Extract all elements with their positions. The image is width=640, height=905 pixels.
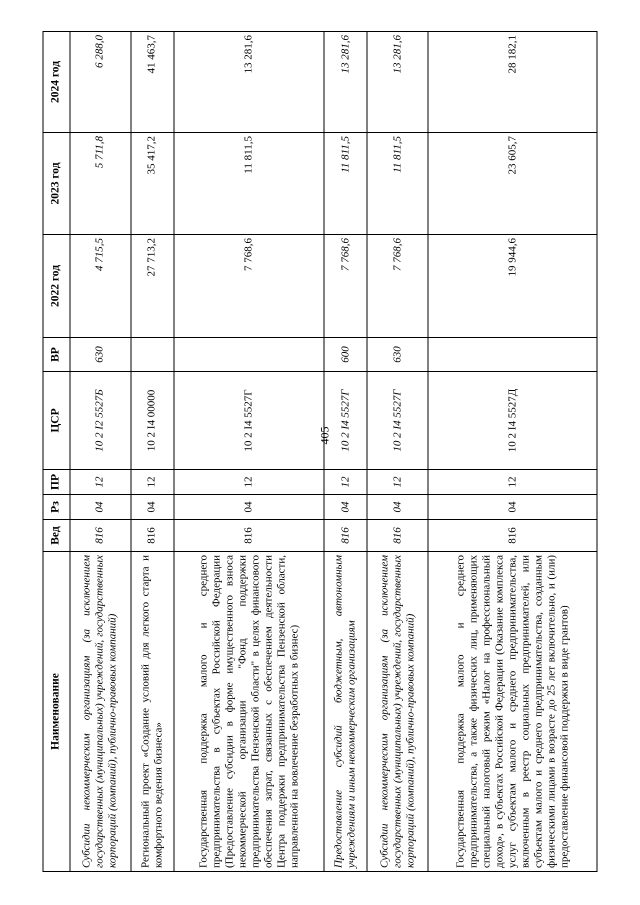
table-row (174, 32, 325, 872)
cell-pr: 12 (324, 470, 367, 495)
cell-vr (174, 338, 325, 372)
cell-y2022: 7 768,6 (324, 235, 367, 338)
table-header-row (43, 32, 70, 872)
cell-pr: 12 (70, 470, 131, 495)
cell-y2022: 27 713,2 (131, 235, 174, 338)
cell-rz: 04 (131, 495, 174, 520)
table-row (70, 32, 131, 872)
cell-ved: 816 (174, 520, 325, 552)
header-2024: 2024 год (43, 32, 70, 133)
cell-ved: 816 (428, 520, 597, 552)
header-vr: ВР (43, 338, 70, 372)
budget-table-container (43, 32, 598, 872)
cell-y2022: 7 768,6 (174, 235, 325, 338)
cell-csr: 10 2 I4 00000 (131, 372, 174, 470)
cell-y2023: 35 417,2 (131, 133, 174, 235)
cell-pr: 12 (367, 470, 428, 495)
header-rz: Рз (43, 495, 70, 520)
table-row (367, 32, 428, 872)
cell-ved: 816 (367, 520, 428, 552)
cell-name: Субсидии некоммерческим организациям (за исключением государственных (муниципальных) учреждений, государственных корпораций (компаний), публично-правовых компаний) (367, 552, 428, 872)
cell-y2023: 11 811,5 (367, 133, 428, 235)
cell-rz: 04 (324, 495, 367, 520)
cell-name: Субсидии некоммерческим организациям (за исключением государственных (муниципальных) учреждений, государственных корпораций (компаний), публично-правовых компаний) (70, 552, 131, 872)
cell-y2024: 13 281,6 (174, 32, 325, 133)
cell-ved: 816 (324, 520, 367, 552)
cell-vr (428, 338, 597, 372)
cell-y2024: 28 182,1 (428, 32, 597, 133)
cell-vr: 630 (367, 338, 428, 372)
cell-csr: 10 2 I4 5527Г (174, 372, 325, 470)
cell-vr (131, 338, 174, 372)
cell-y2023: 11 811,5 (324, 133, 367, 235)
cell-name: Предоставление субсидий бюджетным, автономным учреждениям и иным некоммерческим организациям (324, 552, 367, 872)
table-row (428, 32, 597, 872)
cell-name: Государственная поддержка малого и среднего предпринимательства, а также физических лиц, применяющих специальный налоговый режим «Налог на профессиональный доход», в субъектах Российской Федерации (Оказание комплекса услуг субъектам малого и среднего предпринимательства, включенным в реестр социальных предпринимателей, или субъектам малого и среднего предпринимательства, созданным физическими лицами в возрасте до 25 лет включительно, и (или) предоставление финансовой поддержки в виде грантов) (428, 552, 597, 872)
cell-name: Государственная поддержка малого и среднего предпринимательства в субъектах Российской Федерации (Предоставление субсидии в форме имущественного взноса некоммерческой организации "Фонд поддержки предпринимательства Пензенской области" в целях финансового обеспечения затрат, связанных с обеспечением деятельности Центра поддержки предпринимательства Пензенской области, направленной на вовлечение безработных в бизнес) (174, 552, 325, 872)
cell-y2022: 7 768,6 (367, 235, 428, 338)
table-row (324, 32, 367, 872)
cell-ved: 816 (70, 520, 131, 552)
cell-pr: 12 (428, 470, 597, 495)
cell-csr: 10 2 I2 5527Б (70, 372, 131, 470)
cell-rz: 04 (367, 495, 428, 520)
cell-y2024: 13 281,6 (367, 32, 428, 133)
cell-y2023: 23 605,7 (428, 133, 597, 235)
header-pr: ПР (43, 470, 70, 495)
table-row (131, 32, 174, 872)
cell-pr: 12 (174, 470, 325, 495)
cell-csr: 10 2 I4 5527Д (428, 372, 597, 470)
cell-rz: 04 (428, 495, 597, 520)
cell-y2023: 5 711,8 (70, 133, 131, 235)
header-name: Наименование (43, 552, 70, 872)
cell-rz: 04 (70, 495, 131, 520)
page-number: 405 (317, 426, 332, 445)
cell-csr: 10 2 I4 5527Г (367, 372, 428, 470)
cell-y2024: 13 281,6 (324, 32, 367, 133)
cell-vr: 630 (70, 338, 131, 372)
cell-y2024: 6 288,0 (70, 32, 131, 133)
cell-csr: 10 2 I4 5527Г (324, 372, 367, 470)
header-2023: 2023 год (43, 133, 70, 235)
budget-table (43, 31, 598, 872)
cell-pr: 12 (131, 470, 174, 495)
cell-y2023: 11 811,5 (174, 133, 325, 235)
cell-name: Региональный проект «Создание условий для легкого старта и комфортного ведения бизнеса» (131, 552, 174, 872)
header-csr: ЦСР (43, 372, 70, 470)
cell-y2024: 41 463,7 (131, 32, 174, 133)
cell-y2022: 19 944,6 (428, 235, 597, 338)
header-2022: 2022 год (43, 235, 70, 338)
cell-ved: 816 (131, 520, 174, 552)
cell-y2022: 4 715,5 (70, 235, 131, 338)
cell-vr: 600 (324, 338, 367, 372)
header-ved: Вед (43, 520, 70, 552)
cell-rz: 04 (174, 495, 325, 520)
